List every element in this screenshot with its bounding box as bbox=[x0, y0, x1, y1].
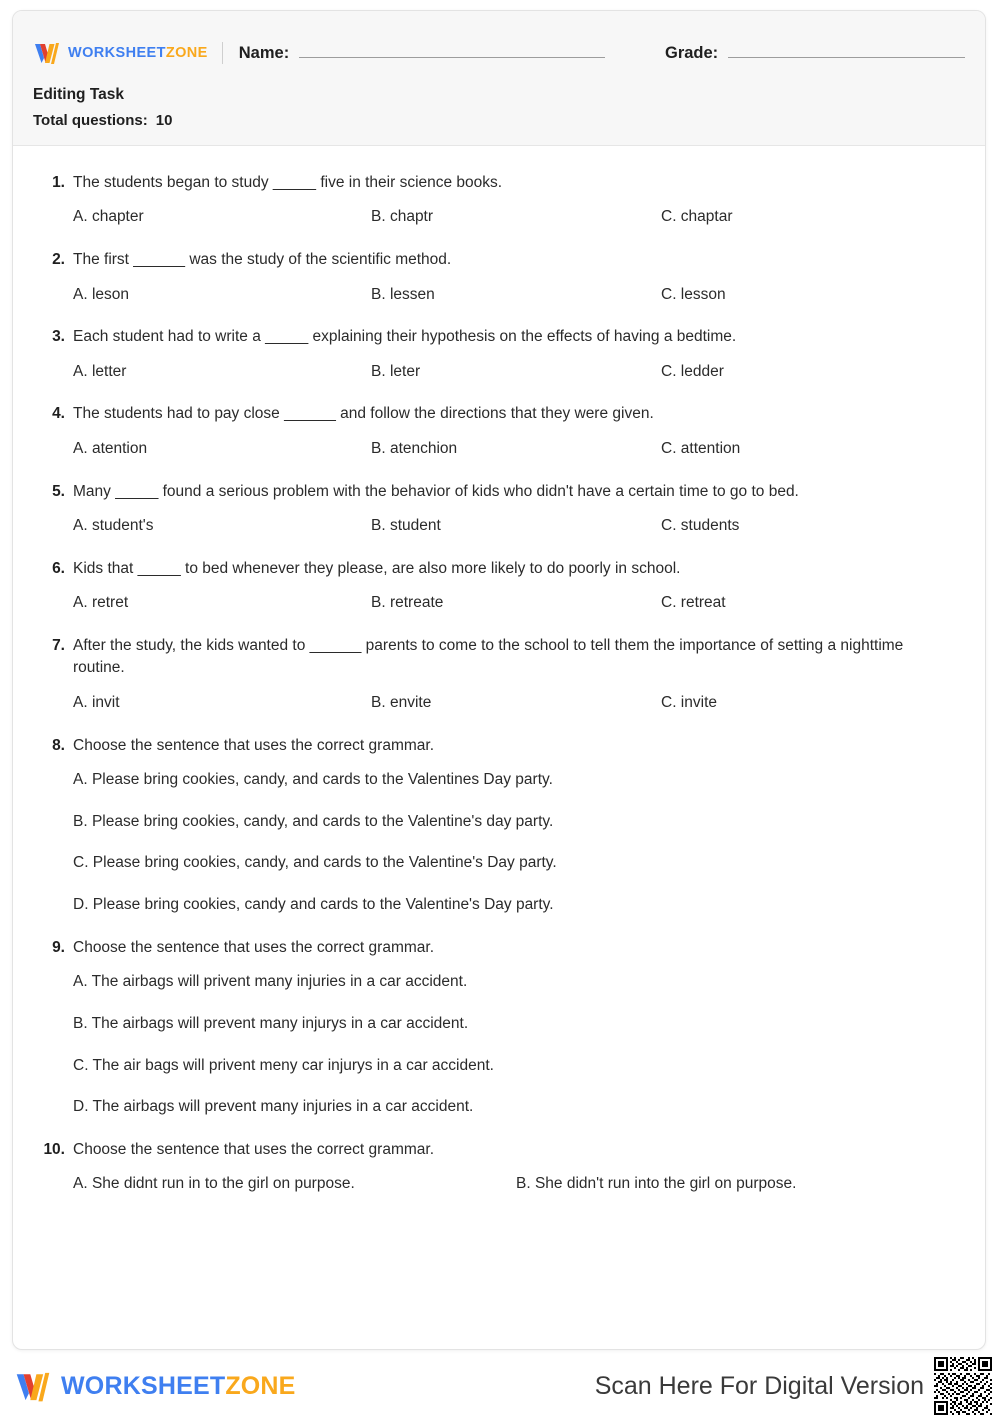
question-text: After the study, the kids wanted to ______ parents to come to the school to tell them the importance of setting a nighttime routine. bbox=[73, 636, 904, 677]
answer-option[interactable]: B. retreate bbox=[371, 594, 444, 612]
question-line bbox=[35, 635, 963, 680]
brand-logo bbox=[33, 41, 208, 65]
answer-option[interactable]: B. envite bbox=[371, 693, 432, 711]
worksheetzone-w-icon bbox=[33, 41, 61, 65]
answer-options bbox=[35, 592, 963, 614]
question-text: Kids that _____ to bed whenever they please, are also more likely to do poorly in school. bbox=[73, 559, 681, 577]
question-item bbox=[35, 326, 963, 382]
answer-option[interactable]: C. ledder bbox=[661, 362, 724, 380]
answer-option[interactable]: C. invite bbox=[661, 693, 717, 711]
question-item bbox=[35, 558, 963, 614]
answer-option[interactable]: A. retret bbox=[73, 594, 129, 612]
footer-brand-name-part2: ZONE bbox=[225, 1371, 296, 1400]
answer-option[interactable]: B. atenchion bbox=[371, 439, 458, 457]
question-text: The students began to study _____ five in their science books. bbox=[73, 174, 503, 191]
answer-option[interactable]: C. chaptar bbox=[661, 208, 733, 226]
answer-option[interactable]: B. lessen bbox=[371, 285, 435, 303]
grade-label: Grade: bbox=[665, 43, 719, 62]
question-text: Choose the sentence that uses the correct grammar. bbox=[73, 1141, 434, 1158]
total-questions-label: Total questions: bbox=[33, 112, 148, 130]
questions-list bbox=[13, 146, 985, 1226]
answer-option[interactable]: C. The air bags will privent meny car injurys in a car accident. bbox=[73, 1056, 494, 1074]
brand-logo-text bbox=[68, 46, 208, 61]
answer-option[interactable]: A. The airbags will privent many injuries in a car accident. bbox=[73, 973, 468, 991]
question-number: 10. bbox=[43, 1141, 65, 1158]
question-text: Each student had to write a _____ explaining their hypothesis on the effects of having a bedtime. bbox=[73, 328, 737, 346]
answer-option[interactable]: C. retreat bbox=[661, 594, 726, 612]
answer-option[interactable]: A. atention bbox=[73, 439, 148, 457]
qr-code-icon[interactable] bbox=[934, 1357, 992, 1415]
answer-options bbox=[35, 438, 963, 460]
page-footer bbox=[0, 1358, 1000, 1414]
brand-name-part2: ZONE bbox=[165, 44, 208, 61]
answer-option[interactable]: B. leter bbox=[371, 362, 421, 380]
header-meta bbox=[13, 73, 985, 131]
question-number: 3. bbox=[52, 328, 65, 346]
answer-option[interactable]: B. student bbox=[371, 517, 441, 535]
question-number: 4. bbox=[52, 405, 65, 423]
question-number: 6. bbox=[52, 559, 65, 577]
answer-option[interactable]: C. Please bring cookies, candy, and cards to the Valentine's Day party. bbox=[73, 854, 557, 872]
name-field[interactable] bbox=[239, 44, 605, 63]
question-text: Choose the sentence that uses the correct grammar. bbox=[73, 736, 434, 754]
name-label: Name: bbox=[238, 43, 290, 62]
question-text: The first ______ was the study of the scientific method. bbox=[73, 251, 452, 269]
answer-option[interactable]: B. Please bring cookies, candy, and cards to the Valentine's day party. bbox=[73, 812, 554, 830]
question-line bbox=[35, 481, 963, 503]
question-item bbox=[35, 1139, 963, 1195]
question-number: 7. bbox=[52, 636, 65, 654]
answer-option[interactable]: A. chapter bbox=[73, 208, 144, 226]
footer-brand-logo bbox=[14, 1370, 296, 1403]
question-number: 1. bbox=[52, 174, 65, 191]
total-questions-count: 10 bbox=[155, 112, 173, 130]
answer-option[interactable]: B. The airbags will prevent many injurys in a car accident. bbox=[73, 1014, 469, 1032]
answer-option[interactable]: C. students bbox=[661, 517, 740, 535]
grade-input-line[interactable] bbox=[728, 45, 965, 58]
answer-option[interactable]: A. student's bbox=[73, 517, 154, 535]
name-input-line[interactable] bbox=[299, 45, 605, 58]
answer-options bbox=[35, 361, 963, 383]
question-number: 5. bbox=[52, 482, 65, 500]
answer-option[interactable]: B. She didn't run into the girl on purpose. bbox=[516, 1175, 797, 1193]
question-item bbox=[35, 249, 963, 305]
answer-option[interactable]: B. chaptr bbox=[371, 208, 434, 226]
question-line bbox=[35, 326, 963, 348]
total-questions bbox=[33, 112, 965, 131]
question-line bbox=[35, 172, 963, 194]
answer-options bbox=[35, 284, 963, 306]
question-text: Many _____ found a serious problem with the behavior of kids who didn't have a certain time to go to bed. bbox=[73, 482, 799, 500]
question-text: Choose the sentence that uses the correct grammar. bbox=[73, 938, 434, 956]
question-line bbox=[35, 249, 963, 271]
question-item bbox=[35, 172, 963, 228]
answer-option[interactable]: A. invit bbox=[73, 693, 120, 711]
question-line bbox=[35, 1139, 963, 1161]
task-title: Editing Task bbox=[33, 86, 125, 103]
question-line bbox=[35, 937, 963, 959]
answer-options bbox=[35, 1173, 963, 1195]
question-number: 9. bbox=[52, 938, 65, 956]
answer-options bbox=[35, 971, 963, 1118]
scan-instruction-text: Scan Here For Digital Version bbox=[594, 1371, 924, 1400]
question-line bbox=[35, 735, 963, 757]
question-item bbox=[35, 937, 963, 1118]
worksheetzone-w-icon bbox=[14, 1370, 52, 1403]
answer-option[interactable]: C. attention bbox=[661, 439, 741, 457]
question-number: 8. bbox=[52, 736, 65, 754]
answer-option[interactable]: A. leson bbox=[73, 285, 130, 303]
answer-option[interactable]: D. The airbags will prevent many injuries in a car accident. bbox=[73, 1098, 474, 1116]
answer-option[interactable]: C. lesson bbox=[661, 285, 726, 303]
question-item bbox=[35, 735, 963, 916]
grade-field[interactable] bbox=[665, 44, 965, 63]
answer-option[interactable]: D. Please bring cookies, candy and cards to the Valentine's Day party. bbox=[73, 896, 554, 914]
answer-option[interactable]: A. Please bring cookies, candy, and cards to the Valentines Day party. bbox=[73, 771, 553, 789]
question-item bbox=[35, 403, 963, 459]
answer-options bbox=[35, 692, 963, 714]
question-item bbox=[35, 481, 963, 537]
question-line bbox=[35, 403, 963, 425]
header-top-row bbox=[13, 11, 985, 73]
answer-option[interactable]: A. letter bbox=[73, 362, 127, 380]
footer-brand-name-part1: WORKSHEET bbox=[61, 1371, 226, 1400]
answer-option[interactable]: A. She didnt run in to the girl on purpose. bbox=[73, 1175, 355, 1193]
answer-options bbox=[35, 769, 963, 916]
footer-brand-logo-text bbox=[61, 1371, 296, 1400]
answer-options bbox=[35, 515, 963, 537]
question-item bbox=[35, 635, 963, 714]
header-divider bbox=[222, 42, 223, 64]
brand-name-part1: WORKSHEET bbox=[68, 44, 166, 61]
worksheet-header bbox=[13, 11, 985, 146]
worksheet-card bbox=[12, 10, 986, 1350]
question-line bbox=[35, 558, 963, 580]
question-text: The students had to pay close ______ and follow the directions that they were given. bbox=[73, 405, 654, 423]
question-number: 2. bbox=[52, 251, 65, 269]
answer-options bbox=[35, 206, 963, 228]
